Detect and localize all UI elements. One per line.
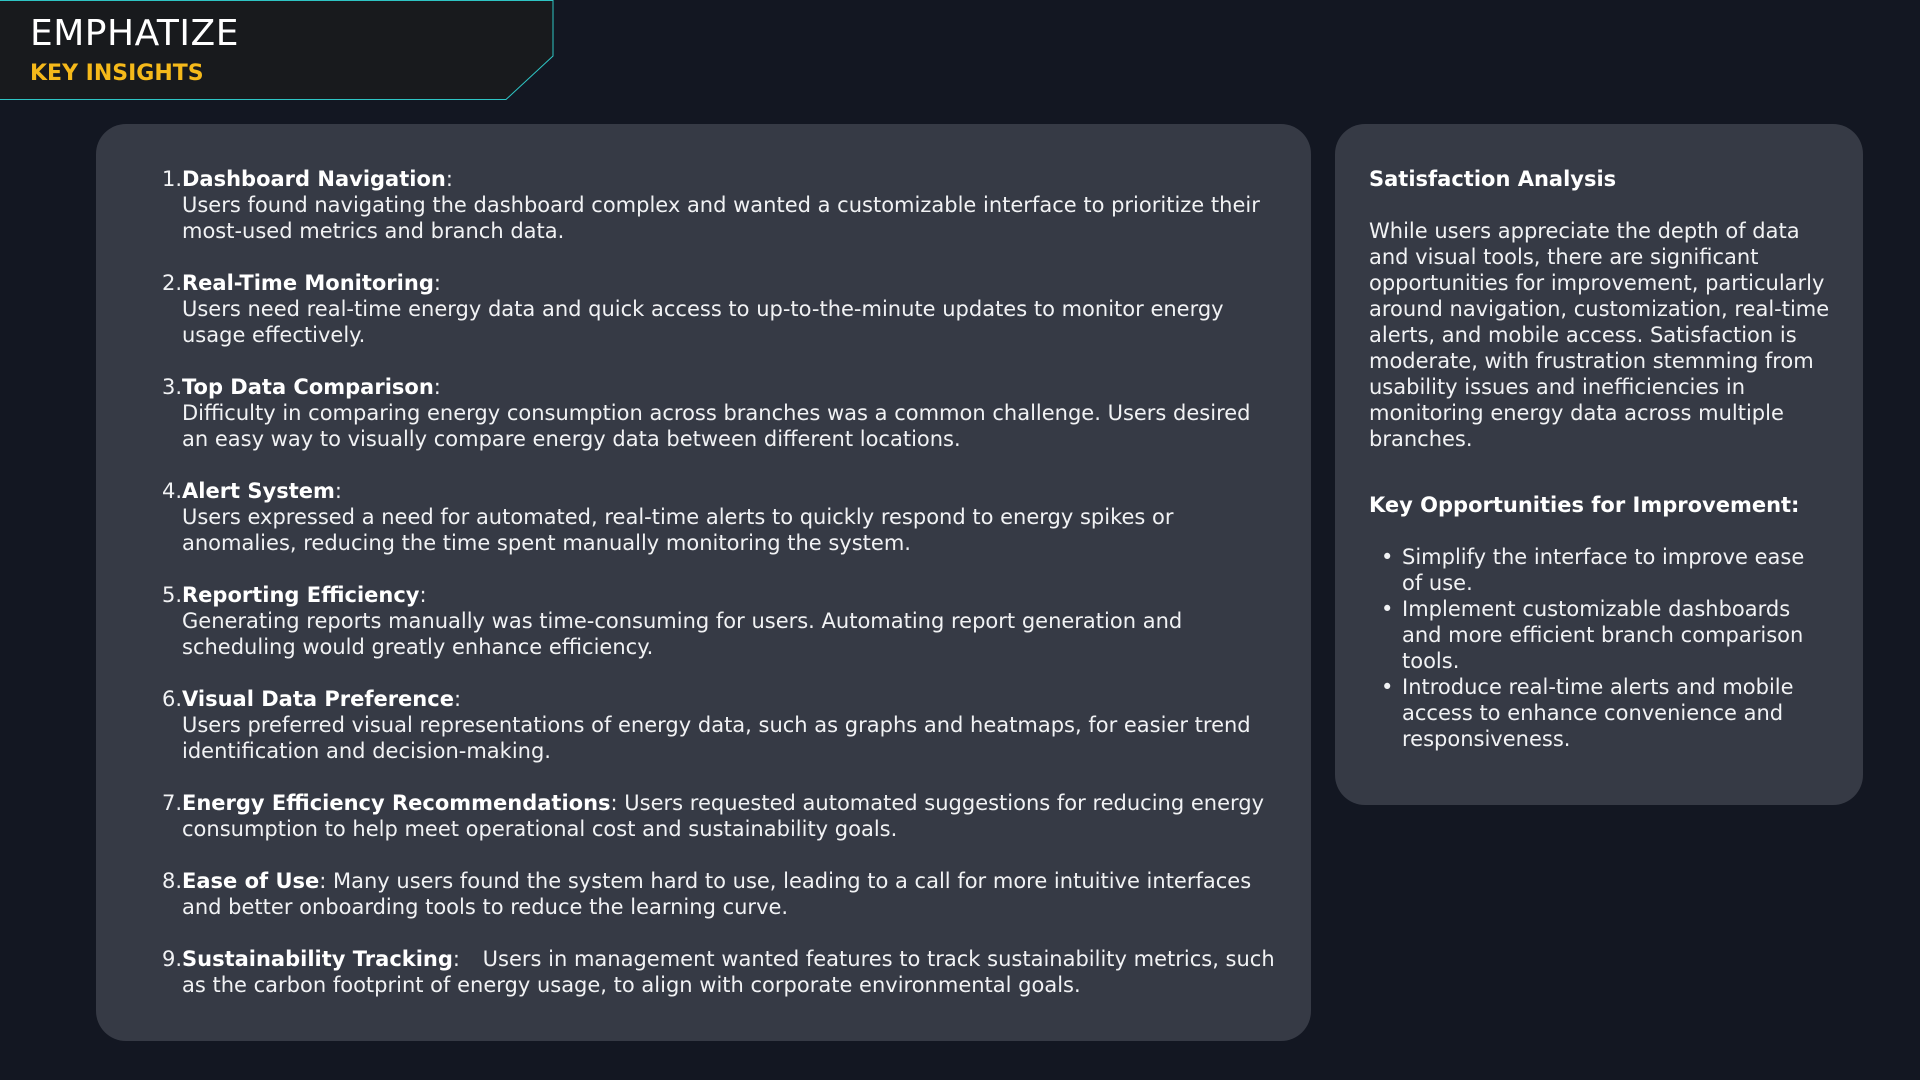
insight-item [162,374,1282,452]
insight-body: Users found navigating the dashboard complex and wanted a customizable interface to prioritize their most-used metrics and branch data. [182,193,1260,243]
opportunities-list [1369,544,1831,752]
insight-title: Visual Data Preference [182,687,454,711]
opportunity-item [1369,596,1831,674]
page-subtitle: KEY INSIGHTS [30,61,204,86]
insight-number: 7. [162,791,183,815]
insight-title: Real-Time Monitoring [182,271,434,295]
insight-body: Users expressed a need for automated, real-time alerts to quickly respond to energy spikes or anomalies, reducing the time spent manually monitoring the system. [182,505,1174,555]
insight-item [162,868,1282,920]
insight-title: Energy Efficiency Recommendations [182,791,611,815]
insight-item [162,270,1282,348]
summary-card [1335,124,1863,805]
insight-number: 6. [162,687,183,711]
page-title: EMPHATIZE [30,13,239,54]
insight-title: Alert System [182,479,335,503]
insight-title: Dashboard Navigation [182,167,446,191]
insight-separator: : [419,583,427,607]
header-badge [0,0,556,100]
bullet-icon: • [1381,675,1394,699]
bullet-icon: • [1381,545,1394,569]
insights-card [96,124,1311,1041]
insight-body: Users preferred visual representations of energy data, such as graphs and heatmaps, for easier trend identification and decision-making. [182,713,1251,763]
satisfaction-heading: Satisfaction Analysis [1369,167,1617,191]
insight-separator: : [453,687,462,711]
insight-body: Generating reports manually was time-consuming for users. Automating report generation and scheduling would greatly enhance efficiency. [182,609,1183,659]
insight-body: Users need real-time energy data and quick access to up-to-the-minute updates to monitor energy usage effectively. [182,297,1224,347]
insight-item [162,686,1282,764]
opportunity-text: Implement customizable dashboards and more efficient branch comparison tools. [1402,597,1804,673]
insight-body: Many users found the system hard to use, leading to a call for more intuitive interfaces and better onboarding tools to reduce the learning curve. [182,869,1252,919]
insight-separator: : [319,869,327,893]
insight-number: 8. [162,869,183,893]
insights-list [162,166,1282,1024]
insight-title: Reporting Efficiency [182,583,420,607]
insight-item [162,790,1282,842]
insight-body: Difficulty in comparing energy consumption across branches was a common challenge. Users desired an easy way to visually compare energy data between different locations. [182,401,1251,451]
insight-number: 4. [162,479,183,503]
insight-item [162,582,1282,660]
insight-item [162,478,1282,556]
insight-number: 3. [162,375,183,399]
insight-separator: : [610,791,618,815]
summary-content [1369,166,1831,752]
opportunity-text: Simplify the interface to improve ease of use. [1402,545,1805,595]
insight-item [162,946,1282,998]
insight-number: 2. [162,271,183,295]
insight-separator: : [433,375,441,399]
insight-number: 1. [162,167,183,191]
insight-number: 9. [162,947,183,971]
insight-separator: : [334,479,342,503]
insight-separator: : [452,947,460,971]
insight-item [162,166,1282,244]
insight-title: Ease of Use [182,869,320,893]
insight-separator: : [445,167,453,191]
bullet-icon: • [1381,597,1394,621]
insight-title: Sustainability Tracking [182,947,453,971]
opportunity-item [1369,544,1831,596]
satisfaction-text: While users appreciate the depth of data and visual tools, there are significant opportunities for improvement, particularly around navigation, customization, real-time alerts, and mobile access. Satisfaction is moderate, with frustration stemming from usability issues and inefficiencies in monitoring energy data across multiple branches. [1369,219,1830,451]
insight-title: Top Data Comparison [182,375,434,399]
opportunity-text: Introduce real-time alerts and mobile access to enhance convenience and responsiveness. [1402,675,1794,751]
insight-body: Users in management wanted features to track sustainability metrics, such as the carbon footprint of energy usage, to align with corporate environmental goals. [182,947,1275,997]
insight-separator: : [433,271,441,295]
insight-body: Users requested automated suggestions for reducing energy consumption to help meet operational cost and sustainability goals. [182,791,1265,841]
insight-number: 5. [162,583,183,607]
opportunity-item [1369,674,1831,752]
opportunities-heading: Key Opportunities for Improvement: [1369,493,1800,517]
